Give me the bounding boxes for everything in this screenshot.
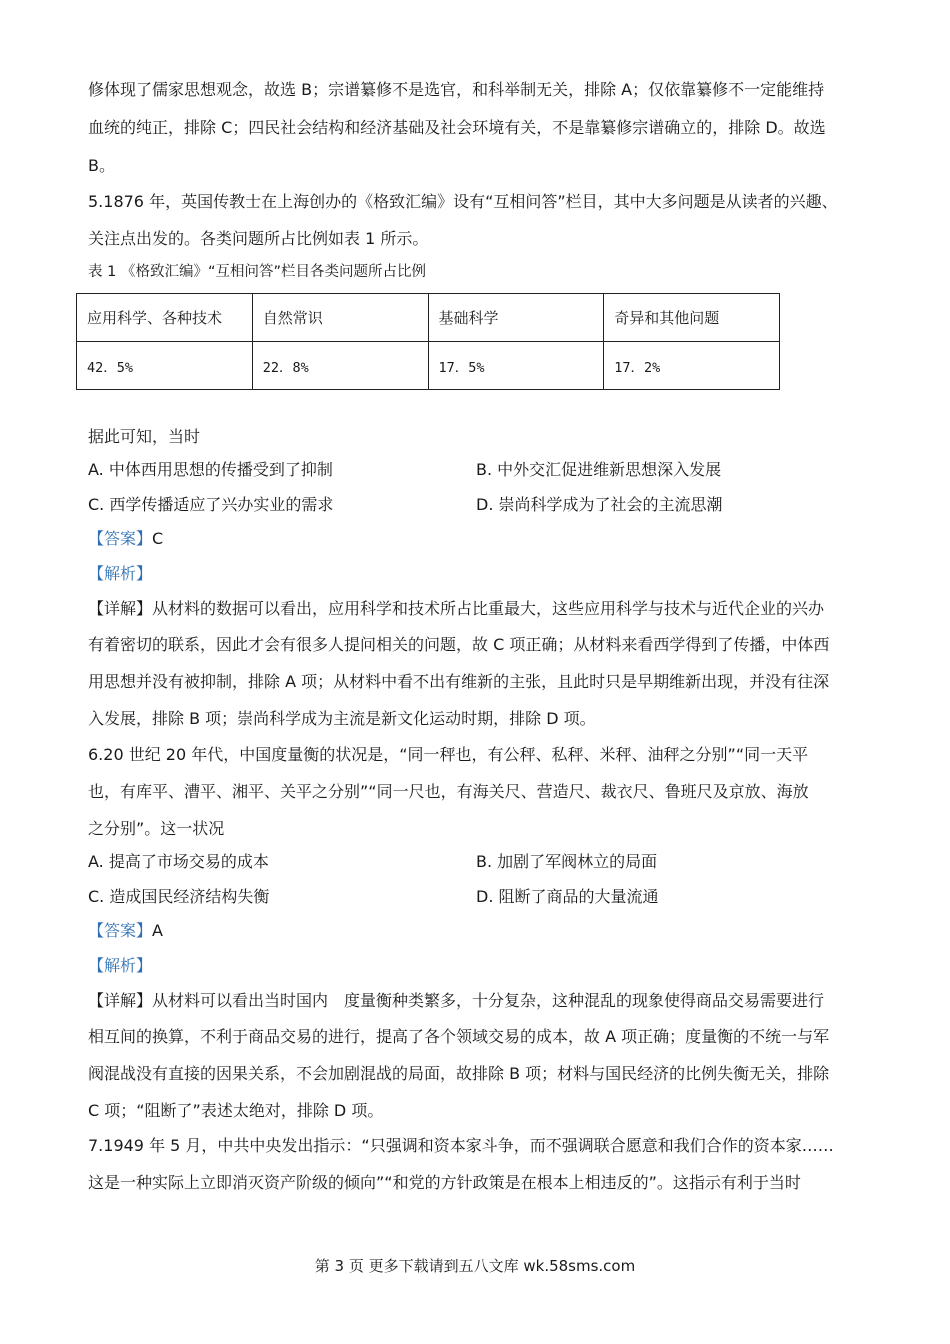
detail-line: 相互间的换算，不利于商品交易的进行，提高了各个领域交易的成本，故 A 项正确；度量衡的不统一与军 bbox=[88, 1027, 830, 1046]
detail-text: 从材料的数据可以看出，应用科学和技术所占比重最大，这些应用科学与技术与近代企业的兴办 bbox=[152, 599, 825, 618]
option-c: C. 西学传播适应了兴办实业的需求 bbox=[88, 495, 334, 514]
question-7-stem: 这是一种实际上立即消灭资产阶级的倾向”“和党的方针政策是在根本上相违反的”。这指示有利于当时 bbox=[88, 1173, 801, 1192]
answer-line bbox=[88, 528, 163, 550]
analysis-line bbox=[88, 955, 152, 977]
answer-label: 【答案】 bbox=[88, 529, 153, 548]
table-cell: 22．8% bbox=[252, 342, 428, 390]
detail-label: 【详解】 bbox=[88, 991, 153, 1010]
answer-line bbox=[88, 920, 163, 942]
option-a: A. 中体西用思想的传播受到了抑制 bbox=[88, 460, 333, 479]
analysis-label: 【解析】 bbox=[88, 956, 153, 975]
table-cell: 42．5% bbox=[77, 342, 253, 390]
answer-label: 【答案】 bbox=[88, 921, 153, 940]
question-5-stem: 关注点出发的。各类问题所占比例如表 1 所示。 bbox=[88, 229, 429, 248]
detail-line bbox=[88, 598, 824, 620]
detail-line bbox=[88, 990, 824, 1012]
detail-label: 【详解】 bbox=[88, 599, 153, 618]
proportion-table bbox=[76, 293, 780, 390]
question-5-prompt: 据此可知，当时 bbox=[88, 427, 201, 446]
paragraph-line: 血统的纯正，排除 C；四民社会结构和经济基础及社会环境有关，不是靠纂修宗谱确立的，排除 D。故选 bbox=[88, 118, 826, 137]
question-6-stem: 之分别”。这一状况 bbox=[88, 819, 225, 838]
option-a: A. 提高了市场交易的成本 bbox=[88, 852, 269, 871]
table-header-cell: 奇异和其他问题 bbox=[604, 294, 780, 342]
answer-value: C bbox=[152, 529, 164, 548]
question-7-stem: 7.1949 年 5 月，中共中央发出指示：“只强调和资本家斗争，而不强调联合愿意和我们合作的资本家…… bbox=[88, 1136, 834, 1155]
option-b: B. 中外交汇促进维新思想深入发展 bbox=[476, 460, 722, 479]
table-header-cell: 自然常识 bbox=[252, 294, 428, 342]
question-6-stem: 也，有库平、漕平、湘平、关平之分别”“同一尺也，有海关尺、营造尺、裁衣尺、鲁班尺及京放、海放 bbox=[88, 782, 809, 801]
detail-line: 入发展，排除 B 项；崇尚科学成为主流是新文化运动时期，排除 D 项。 bbox=[88, 709, 596, 728]
table-row bbox=[77, 342, 780, 390]
detail-line: 有着密切的联系，因此才会有很多人提问相关的问题，故 C 项正确；从材料来看西学得到了传播，中体西 bbox=[88, 635, 830, 654]
detail-line: 阀混战没有直接的因果关系，不会加剧混战的局面，故排除 B 项；材料与国民经济的比例失衡无关，排除 bbox=[88, 1064, 830, 1083]
question-6-stem: 6.20 世纪 20 年代，中国度量衡的状况是，“同一秤也，有公秤、私秤、米秤、油秤之分别”“同一天平 bbox=[88, 745, 809, 764]
table-header-cell: 基础科学 bbox=[428, 294, 604, 342]
answer-value: A bbox=[152, 921, 163, 940]
paragraph-line: 修体现了儒家思想观念，故选 B；宗谱纂修不是选官，和科举制无关，排除 A；仅依靠纂修不一定能维持 bbox=[88, 80, 825, 99]
table-header-row bbox=[77, 294, 780, 342]
analysis-line bbox=[88, 563, 152, 585]
option-d: D. 崇尚科学成为了社会的主流思潮 bbox=[476, 495, 723, 514]
option-d: D. 阻断了商品的大量流通 bbox=[476, 887, 659, 906]
detail-text: 从材料可以看出当时国内 度量衡种类繁多，十分复杂，这种混乱的现象使得商品交易需要进行 bbox=[152, 991, 825, 1010]
detail-line: 用思想并没有被抑制，排除 A 项；从材料中看不出有维新的主张，且此时只是早期维新出现，并没有往深 bbox=[88, 672, 830, 691]
question-5-stem: 5.1876 年，英国传教士在上海创办的《格致汇编》设有“互相问答”栏目，其中大多问题是从读者的兴趣、 bbox=[88, 192, 838, 211]
page-footer: 第 3 页 更多下载请到五八文库 wk.58sms.com bbox=[314, 1257, 636, 1275]
option-c: C. 造成国民经济结构失衡 bbox=[88, 887, 270, 906]
table-cell: 17．5% bbox=[428, 342, 604, 390]
table-header-cell: 应用科学、各种技术 bbox=[77, 294, 253, 342]
paragraph-line: B。 bbox=[88, 156, 115, 175]
detail-line: C 项；“阻断了”表述太绝对，排除 D 项。 bbox=[88, 1101, 384, 1120]
option-b: B. 加剧了军阀林立的局面 bbox=[476, 852, 658, 871]
table-caption: 表 1 《格致汇编》“互相问答”栏目各类问题所占比例 bbox=[88, 264, 426, 280]
analysis-label: 【解析】 bbox=[88, 564, 153, 583]
table-cell: 17．2% bbox=[604, 342, 780, 390]
